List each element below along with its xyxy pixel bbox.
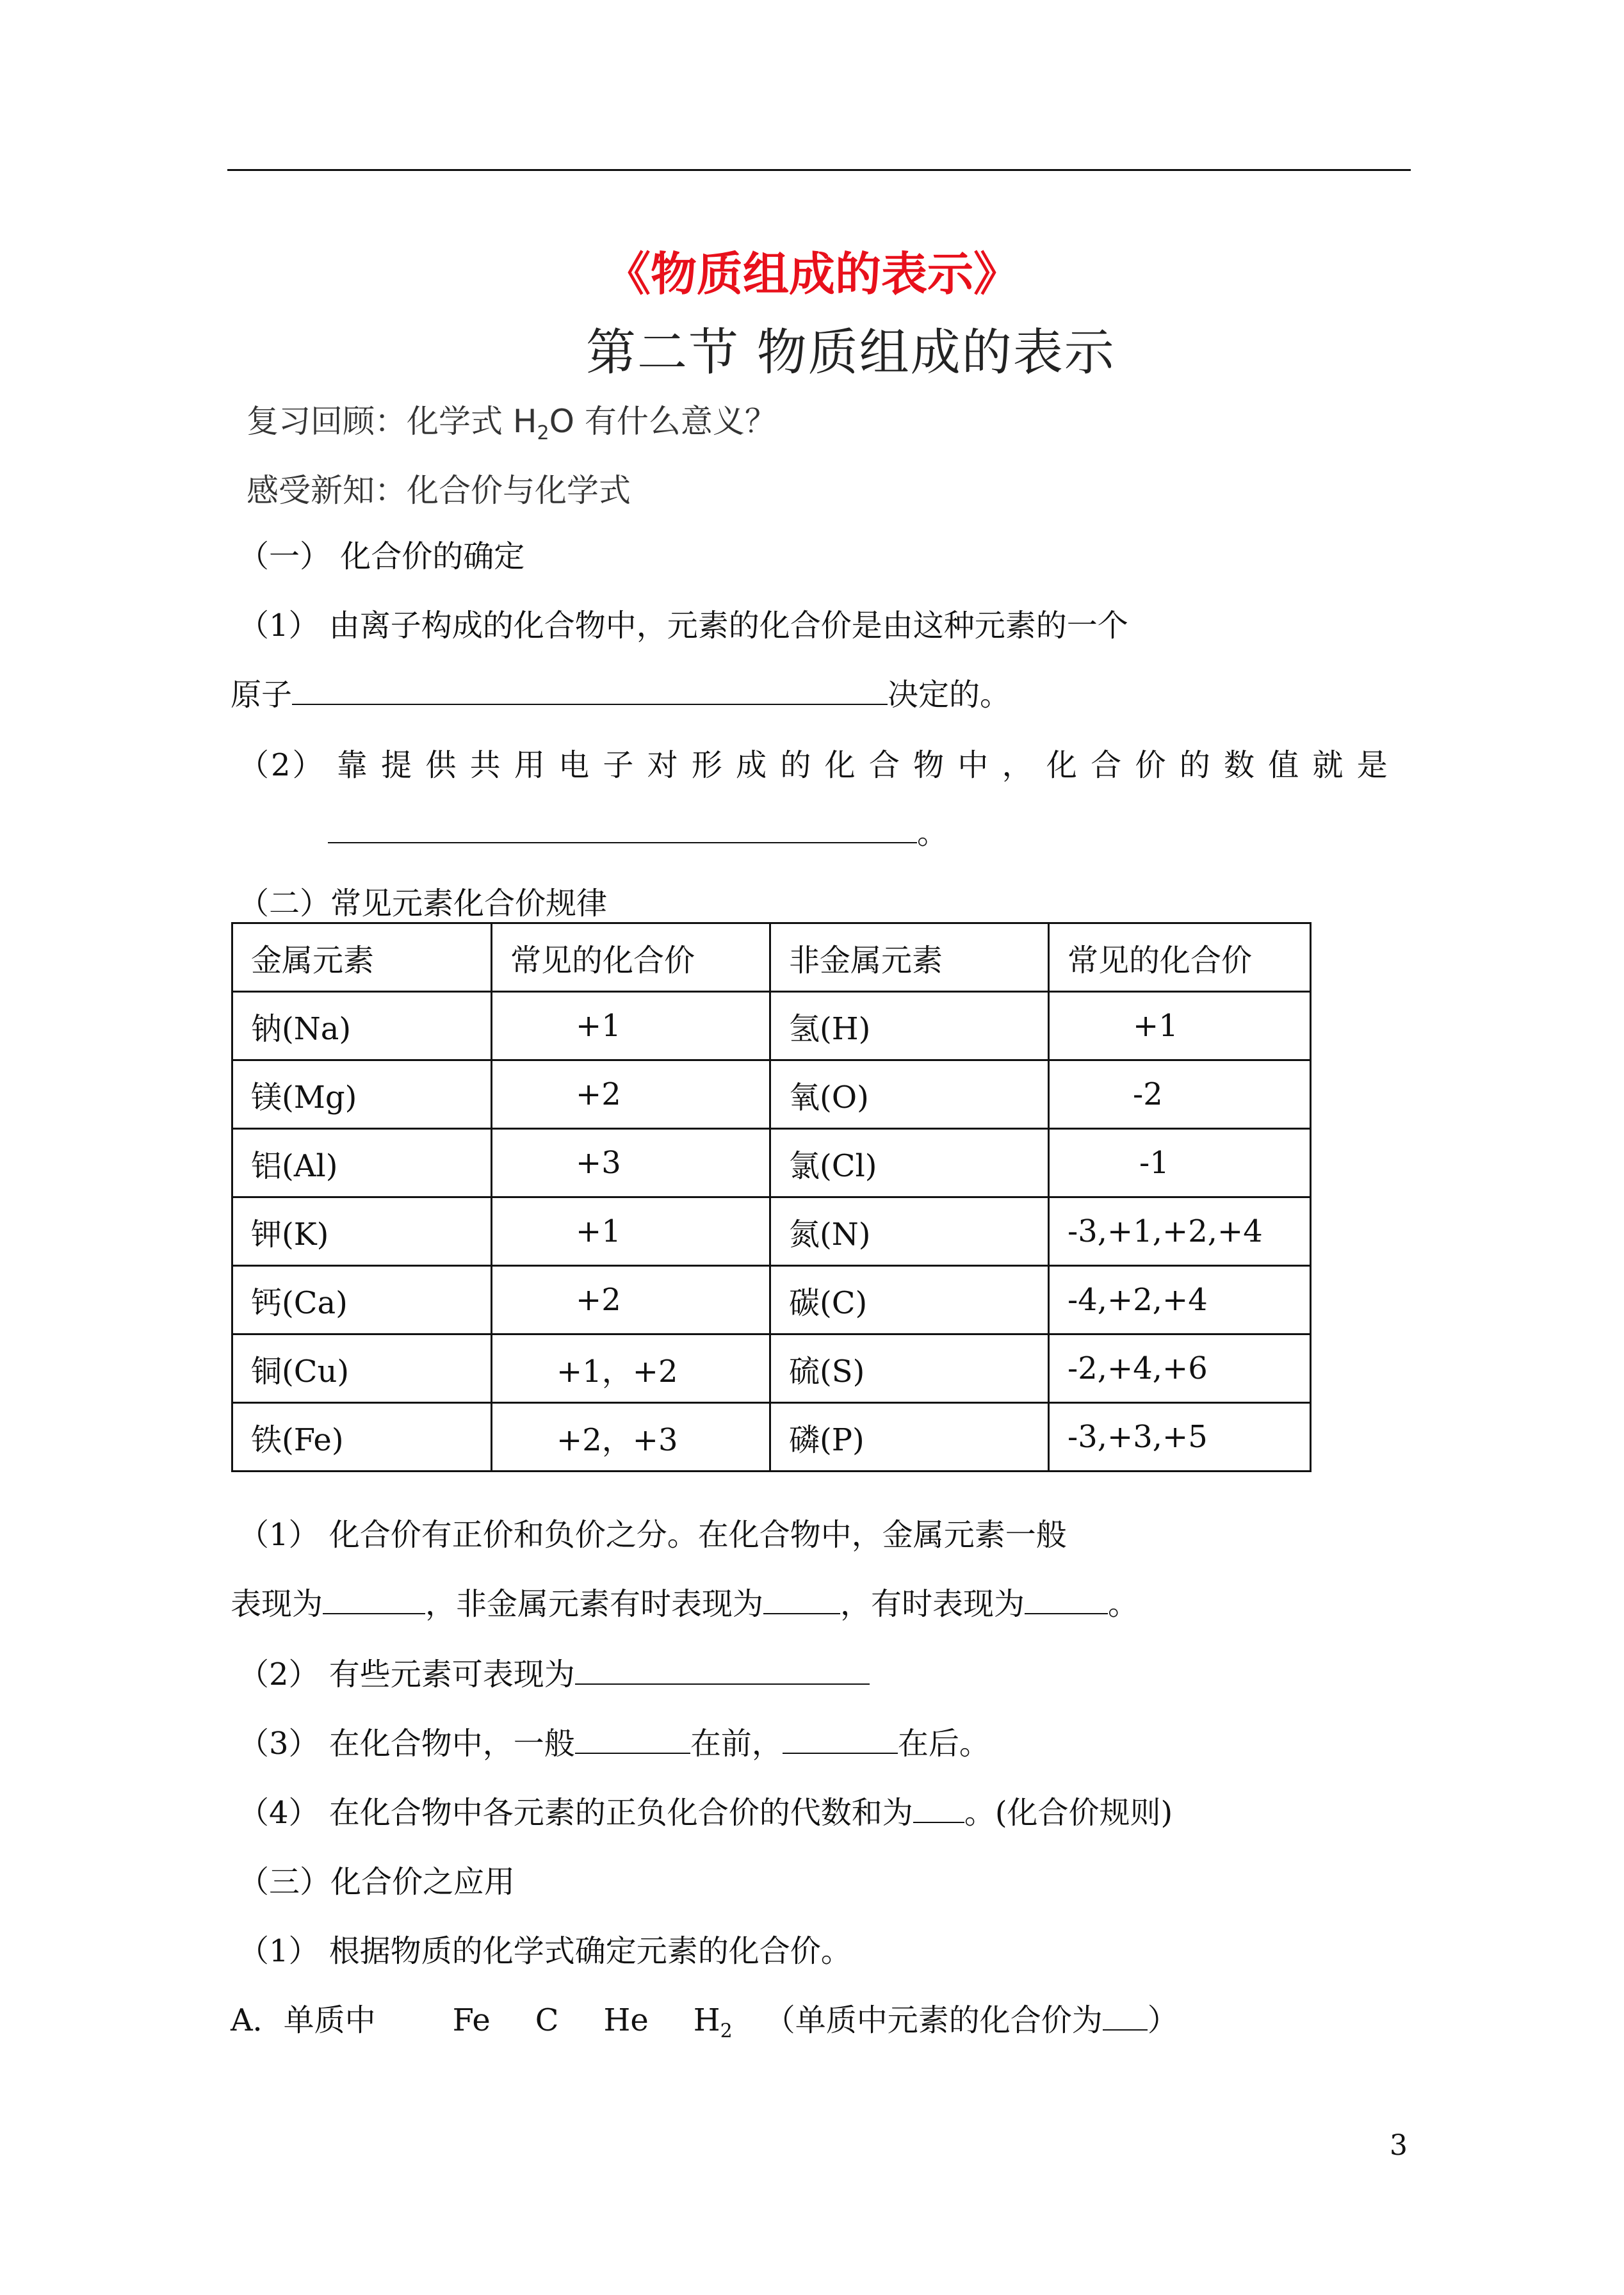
answer-blank-8[interactable] [783,1724,898,1754]
nonmetal-valence-cell: -2 [1049,1060,1311,1129]
nonmetal-cell: 氢(H) [770,992,1049,1060]
review-prefix: 复习回顾：化学式 H [247,403,537,440]
nonmetal-valence-cell: -1 [1049,1129,1311,1197]
rule4-part1: （4） 在化合物中各元素的正负化合价的代数和为 [238,1795,913,1831]
rule1-part2: ，非金属元素有时表现为 [425,1586,764,1622]
table-row [232,1334,1311,1403]
nonmetal-valence-cell: -2,+4,+6 [1049,1334,1311,1403]
sec3-itemA [231,1995,1178,2043]
nonmetal-valence-cell: -4,+2,+4 [1049,1266,1311,1334]
table-header-cell: 非金属元素 [770,923,1049,992]
page-title: 《物质组成的表示》 [604,247,1019,301]
rule1-line1: （1） 化合价有正价和负价之分。在化合物中，金属元素一般 [238,1517,1067,1553]
rule4-line [238,1788,1173,1832]
nonmetal-cell: 氯(Cl) [770,1129,1049,1197]
valence-table [231,922,1311,1472]
header-rule [227,169,1411,171]
rule2-text: （2） 有些元素可表现为 [238,1657,575,1692]
answer-blank-5[interactable] [1025,1585,1108,1614]
table-row [232,992,1311,1060]
table-header-cell: 常见的化合价 [1049,923,1311,992]
h2-subscript: 2 [720,2020,733,2043]
metal-valence-cell: +1 [492,1197,770,1266]
sec1-item1-suffix: 决定的。 [888,677,1011,713]
rule3-line [238,1719,990,1763]
table-row [232,1197,1311,1266]
metal-cell: 钙(Ca) [232,1266,492,1334]
symbol-h2: H [693,2002,720,2038]
sec1-item1-line2 [231,670,1011,714]
rule4-part2: 。(化合价规则) [964,1795,1173,1831]
answer-blank-1[interactable] [292,676,888,705]
answer-blank-2[interactable] [328,814,917,843]
nonmetal-valence-cell: -3,+3,+5 [1049,1403,1311,1472]
sec3-item1: （1） 根据物质的化学式确定元素的化合价。 [238,1933,852,1969]
rule1-line2 [231,1579,1139,1623]
nonmetal-cell: 氮(N) [770,1197,1049,1266]
table-header-row [232,923,1311,992]
nonmetal-valence-cell: -3,+1,+2,+4 [1049,1197,1311,1266]
sec1-heading: （一） 化合价的确定 [238,539,525,574]
metal-valence-cell: +1 [492,992,770,1060]
answer-blank-6[interactable] [575,1655,870,1685]
review-suffix: O 有什么意义？ [549,403,777,440]
sec2-heading: （二）常见元素化合价规律 [238,886,608,921]
nonmetal-cell: 磷(P) [770,1403,1049,1472]
sec1-item2-suffix: 。 [917,815,948,851]
review-question [247,396,777,444]
metal-cell: 铝(Al) [232,1129,492,1197]
metal-valence-cell: +1，+2 [492,1334,770,1403]
answer-blank-7[interactable] [575,1724,690,1754]
rule2-line [238,1650,870,1694]
symbol-fe: Fe [452,2002,491,2038]
new-knowledge: 感受新知：化合价与化学式 [247,472,631,509]
table-header-cell: 常见的化合价 [492,923,770,992]
answer-blank-10[interactable] [1103,2001,1148,2031]
sec1-item1-line1: （1） 由离子构成的化合物中，元素的化合价是由这种元素的一个 [238,608,1128,644]
rule3-part1: （3） 在化合物中，一般 [238,1726,575,1762]
metal-valence-cell: +2 [492,1266,770,1334]
nonmetal-cell: 硫(S) [770,1334,1049,1403]
rule1-part4: 。 [1108,1586,1139,1622]
rule1-part3: ，有时表现为 [840,1586,1025,1622]
metal-cell: 钾(K) [232,1197,492,1266]
nonmetal-cell: 氧(O) [770,1060,1049,1129]
symbol-c: C [535,2002,559,2038]
section-subtitle: 第二节 物质组成的表示 [586,324,1116,382]
sec3-heading: （三）化合价之应用 [238,1864,516,1900]
metal-cell: 铜(Cu) [232,1334,492,1403]
symbol-he: He [603,2002,649,2038]
table-header-cell: 金属元素 [232,923,492,992]
metal-valence-cell: +2，+3 [492,1403,770,1472]
rule3-part3: 在后。 [897,1726,990,1762]
metal-cell: 钠(Na) [232,992,492,1060]
sec1-item1-prefix: 原子 [231,677,293,713]
answer-blank-3[interactable] [323,1585,425,1614]
table-row [232,1060,1311,1129]
table-row [232,1403,1311,1472]
nonmetal-cell: 碳(C) [770,1266,1049,1334]
sec1-item2-line2 [328,808,948,852]
itemA-label: A．单质中 [231,2002,376,2038]
rule3-part2: 在前， [690,1726,783,1762]
table-row [232,1129,1311,1197]
nonmetal-valence-cell: +1 [1049,992,1311,1060]
review-subscript: 2 [537,422,549,444]
table-row [232,1266,1311,1334]
itemA-note-prefix: （单质中元素的化合价为 [764,2002,1103,2038]
metal-valence-cell: +2 [492,1060,770,1129]
answer-blank-4[interactable] [763,1585,840,1614]
rule1-part1: 表现为 [231,1586,323,1622]
answer-blank-9[interactable] [913,1794,964,1823]
metal-valence-cell: +3 [492,1129,770,1197]
sec1-item2-line1: （2） 靠 提 供 共 用 电 子 对 形 成 的 化 合 物 中 ， 化 合 价 的 数 值 就 是 [238,747,1390,783]
itemA-note-suffix: ） [1147,2002,1178,2038]
metal-cell: 铁(Fe) [232,1403,492,1472]
page-number: 3 [1390,2129,1408,2162]
metal-cell: 镁(Mg) [232,1060,492,1129]
